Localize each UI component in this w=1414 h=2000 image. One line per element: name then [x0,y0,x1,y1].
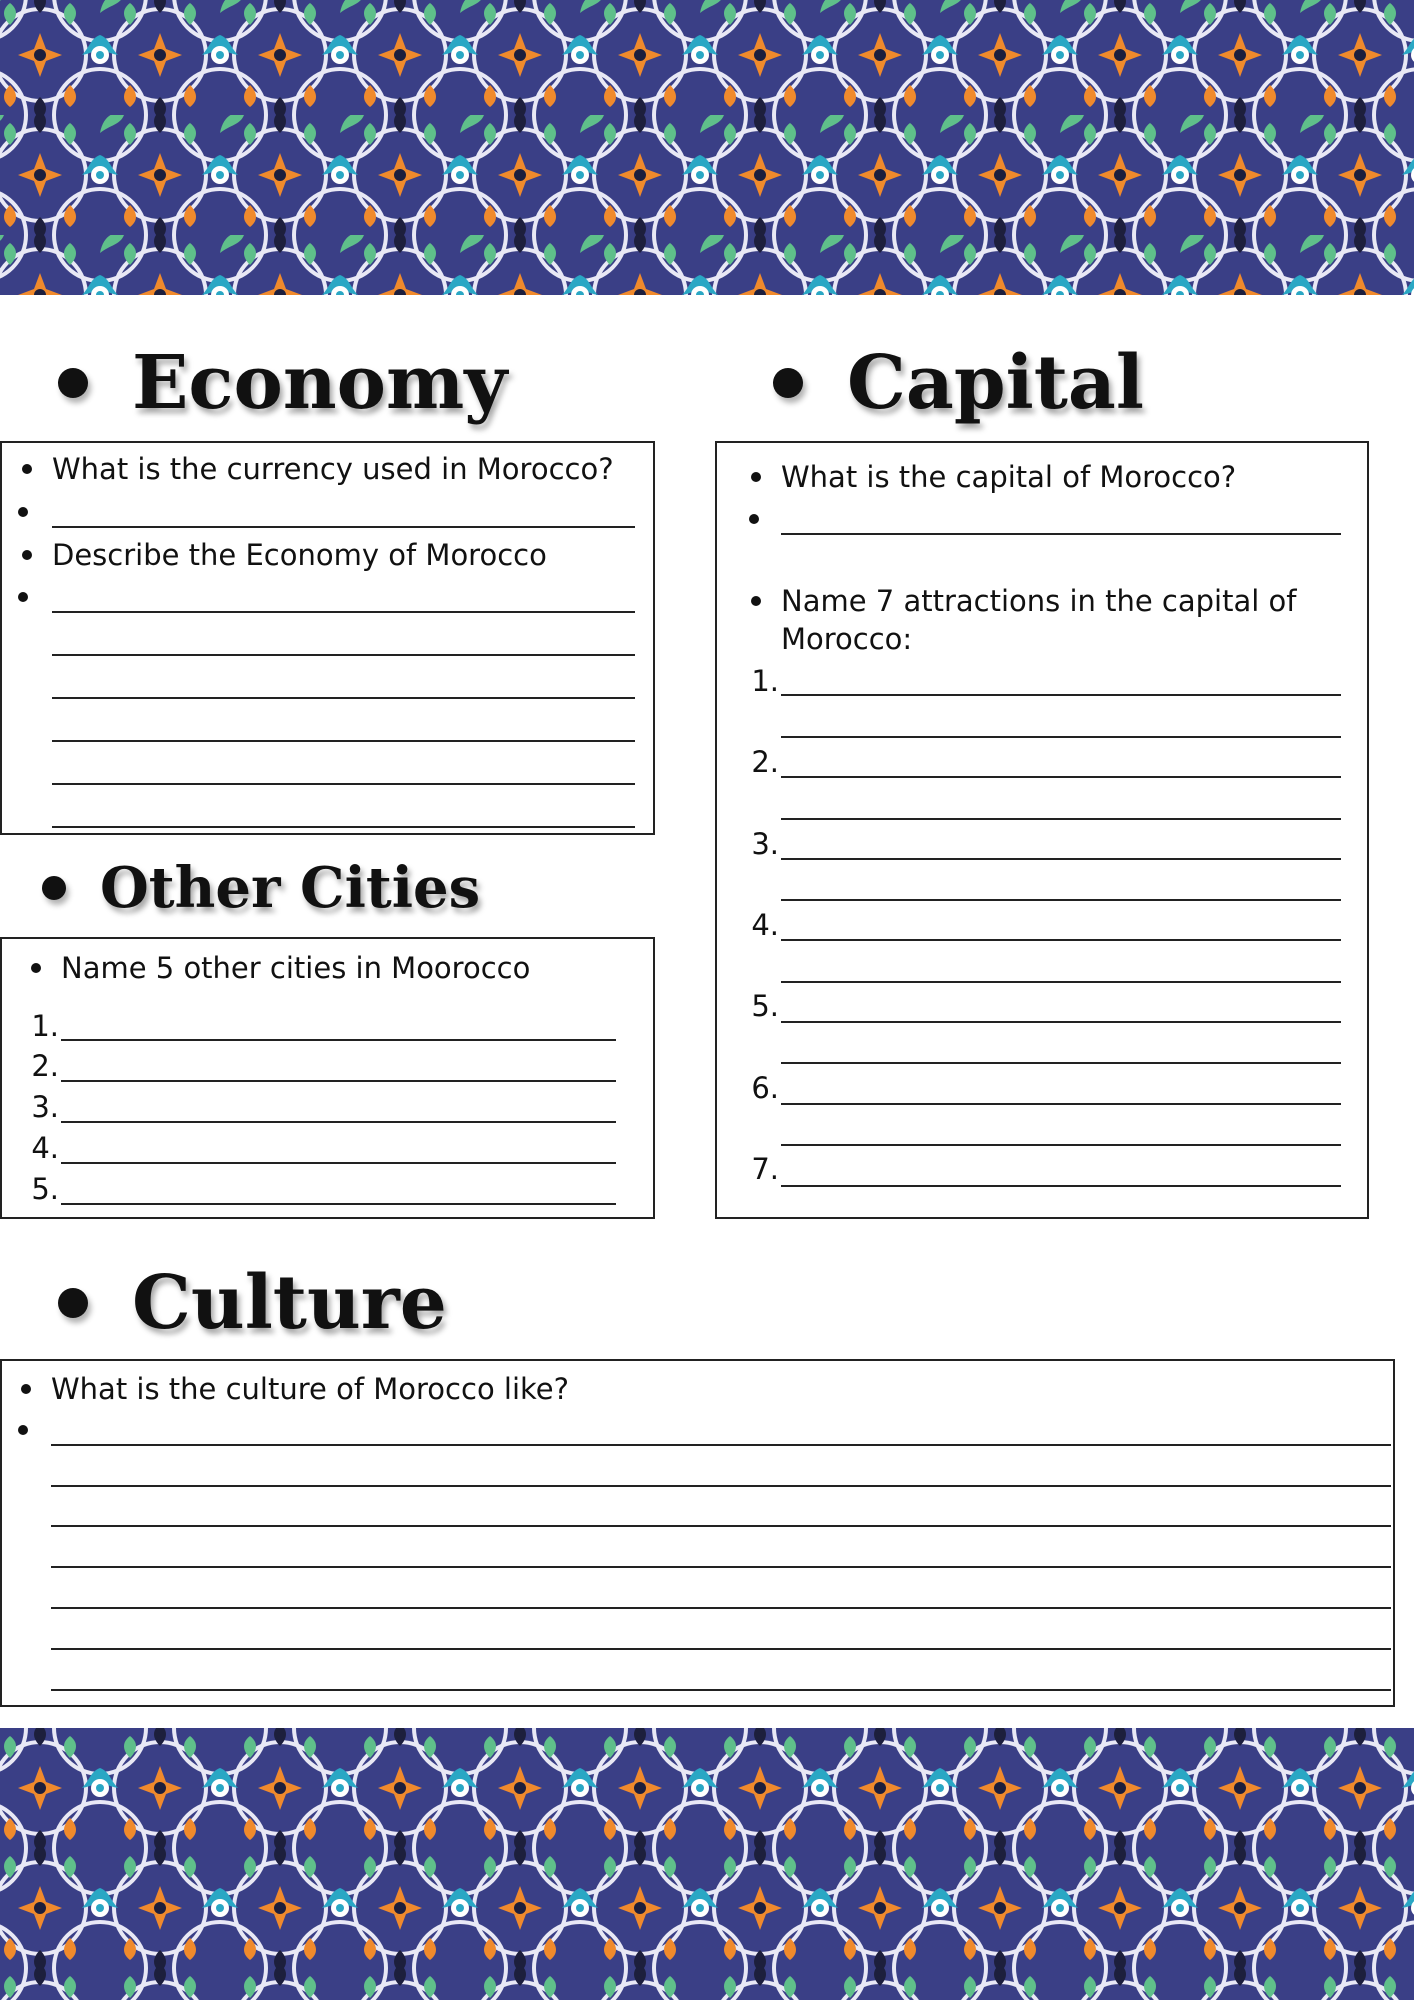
answer-line[interactable] [51,1444,1391,1446]
answer-line[interactable] [61,1162,616,1164]
answer-line[interactable] [781,858,1341,860]
city-number: 3. [31,1090,59,1124]
answer-line[interactable] [61,1121,616,1123]
answer-line[interactable] [51,1485,1391,1487]
answer-line[interactable] [61,1080,616,1082]
city-number: 1. [31,1009,59,1043]
culture-question: What is the culture of Morocco like? [51,1372,570,1406]
capital-heading-text: Capital [847,340,1144,426]
other-cities-question: Name 5 other cities in Moorocco [61,951,531,985]
economy-question-currency: What is the currency used in Morocco? [52,452,614,486]
answer-line[interactable] [61,1203,616,1205]
attraction-number: 6. [751,1071,779,1105]
other-cities-heading-text: Other Cities [100,855,481,921]
other-cities-heading [42,855,480,921]
answer-bullet [749,514,759,524]
answer-line[interactable] [781,776,1341,778]
answer-line[interactable] [781,1021,1341,1023]
city-number: 5. [31,1172,59,1206]
tile-pattern-top [0,0,1414,295]
answer-line[interactable] [781,1185,1341,1187]
economy-box [0,441,655,835]
capital-heading [773,340,1144,426]
attraction-number: 2. [751,745,779,779]
economy-heading-text: Economy [132,340,508,426]
answer-line[interactable] [51,1689,1391,1691]
city-number: 4. [31,1131,59,1165]
heading-bullet [58,368,88,398]
culture-box [0,1359,1395,1707]
answer-line[interactable] [61,1039,616,1041]
economy-question-describe: Describe the Economy of Morocco [52,538,547,572]
answer-line[interactable] [51,1525,1391,1527]
economy-heading [58,340,507,426]
answer-bullet [18,1425,28,1435]
capital-question-capital: What is the capital of Morocco? [781,460,1237,494]
answer-line[interactable] [781,1062,1341,1064]
answer-line[interactable] [781,818,1341,820]
attraction-number: 3. [751,827,779,861]
city-number: 2. [31,1049,59,1083]
culture-heading [58,1260,447,1346]
culture-heading-text: Culture [132,1260,447,1346]
answer-line[interactable] [52,783,635,785]
answer-line[interactable] [781,694,1341,696]
attraction-number: 4. [751,908,779,942]
answer-line[interactable] [51,1607,1391,1609]
answer-line[interactable] [52,654,635,656]
answer-line[interactable] [781,533,1341,535]
attraction-number: 7. [751,1152,779,1186]
attraction-number: 5. [751,989,779,1023]
moroccan-tile-banner-top [0,0,1414,295]
answer-line[interactable] [51,1648,1391,1650]
answer-line[interactable] [52,611,635,613]
answer-line[interactable] [781,1103,1341,1105]
heading-bullet [773,368,803,398]
tile-pattern-bottom [0,1728,1414,2000]
answer-line[interactable] [781,981,1341,983]
heading-bullet [42,876,66,900]
answer-bullet [18,507,28,517]
heading-bullet [58,1288,88,1318]
answer-line[interactable] [52,826,635,828]
answer-line[interactable] [781,939,1341,941]
answer-bullet [18,592,28,602]
answer-line[interactable] [52,697,635,699]
answer-line[interactable] [781,899,1341,901]
answer-line[interactable] [52,740,635,742]
answer-line[interactable] [781,736,1341,738]
capital-question-attractions: Name 7 attractions in the capital of Morocco: [781,582,1341,658]
moroccan-tile-banner-bottom [0,1728,1414,2000]
answer-line[interactable] [51,1566,1391,1568]
answer-line[interactable] [781,1144,1341,1146]
attraction-number: 1. [751,664,779,698]
answer-line[interactable] [52,526,635,528]
